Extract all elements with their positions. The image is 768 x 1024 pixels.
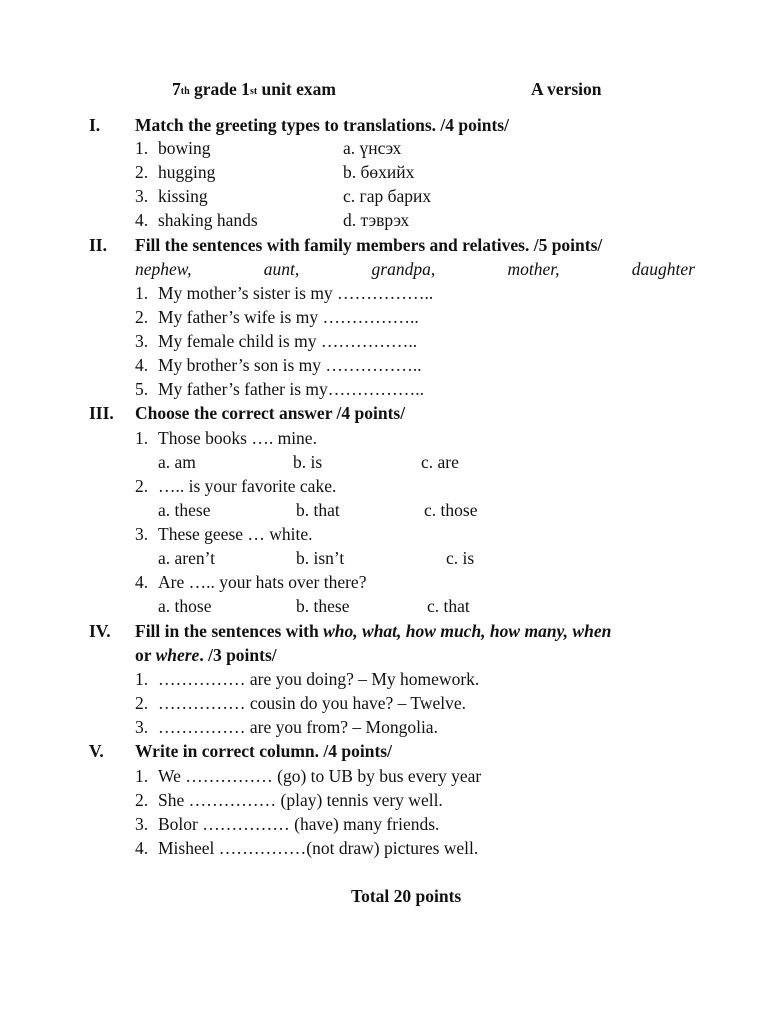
section-2-roman: II. [89, 235, 107, 255]
section-1-row [135, 161, 215, 183]
section-4-title-italic2: where [155, 645, 200, 665]
item-text: …………… cousin do you have? – Twelve. [158, 693, 467, 713]
answer-option: a. these [158, 500, 211, 520]
item-text: My father’s wife is my …………….. [158, 307, 419, 327]
item-number: 3. [135, 717, 149, 737]
section-4-title-a: Fill in the sentences with [135, 621, 324, 641]
question-text: Are ….. your hats over there? [158, 572, 367, 592]
item-number: 1. [135, 283, 149, 303]
item-number: 2. [135, 162, 149, 182]
greeting-type: kissing [158, 186, 208, 206]
section-2-item [135, 282, 433, 304]
section-2-item [135, 306, 419, 328]
answer-option: b. is [293, 452, 323, 472]
section-3-title: Choose the correct answer /4 points/ [135, 403, 406, 423]
item-text: My female child is my …………….. [158, 331, 418, 351]
item-number: 1. [135, 428, 149, 448]
item-text: Misheel ……………(not draw) pictures well. [158, 838, 479, 858]
greeting-type: bowing [158, 138, 211, 158]
section-3-question [135, 475, 336, 497]
section-5-item [135, 765, 481, 787]
item-number: 4. [135, 355, 149, 375]
section-4-item [135, 716, 438, 738]
exam-title-grade: 7 [172, 79, 181, 99]
exam-title-mid: grade 1 [189, 79, 250, 99]
answer-option: a. aren’t [158, 548, 216, 568]
item-number: 4. [135, 210, 149, 230]
section-5-item [135, 813, 439, 835]
item-number: 1. [135, 138, 149, 158]
item-number: 3. [135, 814, 149, 834]
word-bank-item: nephew, [135, 259, 192, 279]
item-number: 5. [135, 379, 149, 399]
exam-title: 7 $^{th}$ grade 1 $^{st}$ unit exam [172, 79, 336, 99]
answer-option: a. those [158, 596, 212, 616]
section-2-item [135, 330, 417, 352]
question-text: Those books …. mine. [158, 428, 317, 448]
item-number: 4. [135, 572, 149, 592]
item-number: 1. [135, 766, 149, 786]
word-bank-item: daughter [631, 259, 695, 279]
section-3-question [135, 427, 317, 449]
section-5-item [135, 837, 478, 859]
item-text: My brother’s son is my …………….. [158, 355, 422, 375]
item-number: 3. [135, 186, 149, 206]
section-1-row [135, 185, 208, 207]
item-text: My father’s father is my…………….. [158, 379, 425, 399]
item-number: 3. [135, 331, 149, 351]
item-number: 4. [135, 838, 149, 858]
section-5-title: Write in correct column. /4 points/ [135, 741, 392, 761]
question-text: ….. is your favorite cake. [158, 476, 337, 496]
item-text: Bolor …………… (have) many friends. [158, 814, 440, 834]
item-number: 2. [135, 307, 149, 327]
exam-title-rest: unit exam [257, 79, 336, 99]
section-4-title-line1 [135, 620, 611, 642]
answer-option: c. is [446, 548, 475, 568]
section-1-translation: b. бөхийх [343, 162, 415, 182]
item-text: My mother’s sister is my …………….. [158, 283, 434, 303]
exam-version: A version [531, 79, 602, 99]
greeting-type: shaking hands [158, 210, 258, 230]
section-4-title-c: . /3 points/ [199, 645, 277, 665]
section-4-roman: IV. [89, 621, 111, 641]
section-5-item [135, 789, 443, 811]
answer-option: b. isn’t [296, 548, 345, 568]
section-2-item [135, 354, 422, 376]
section-2-title: Fill the sentences with family members and relatives. /5 points/ [135, 235, 603, 255]
word-bank [135, 258, 695, 280]
item-number: 2. [135, 693, 149, 713]
section-4-item [135, 668, 479, 690]
section-1-translation: d. тэврэх [343, 210, 410, 230]
section-1-row [135, 209, 258, 231]
answer-option: a. am [158, 452, 196, 472]
section-1-translation: a. үнсэх [343, 138, 402, 158]
item-text: She …………… (play) tennis very well. [158, 790, 443, 810]
section-3-question [135, 571, 366, 593]
item-number: 2. [135, 476, 149, 496]
word-bank-item: aunt, [263, 259, 300, 279]
section-1-title: Match the greeting types to translations. /4 points/ [135, 115, 509, 135]
word-bank-item: grandpa, [371, 259, 436, 279]
section-1-translation: c. гар барих [343, 186, 432, 206]
item-text: …………… are you from? – Mongolia. [158, 717, 438, 737]
section-4-title-line2 [135, 644, 277, 666]
section-1-row [135, 137, 211, 159]
answer-option: c. that [427, 596, 470, 616]
section-3-question [135, 523, 313, 545]
item-number: 3. [135, 524, 149, 544]
section-1-roman: I. [89, 115, 101, 135]
answer-option: c. those [424, 500, 478, 520]
answer-option: b. that [296, 500, 340, 520]
total-points: Total 20 points [351, 886, 462, 906]
section-3-roman: III. [89, 403, 114, 423]
section-4-item [135, 692, 466, 714]
section-4-title-italic: who, what, how much, how many, when [323, 621, 612, 641]
greeting-type: hugging [158, 162, 216, 182]
item-number: 2. [135, 790, 149, 810]
section-4-title-b: or [135, 645, 156, 665]
section-2-item [135, 378, 424, 400]
word-bank-item: mother, [507, 259, 560, 279]
item-number: 1. [135, 669, 149, 689]
item-text: We …………… (go) to UB by bus every year [158, 766, 482, 786]
item-text: …………… are you doing? – My homework. [158, 669, 480, 689]
answer-option: b. these [296, 596, 350, 616]
question-text: These geese … white. [158, 524, 313, 544]
section-5-roman: V. [89, 741, 104, 761]
answer-option: c. are [421, 452, 459, 472]
